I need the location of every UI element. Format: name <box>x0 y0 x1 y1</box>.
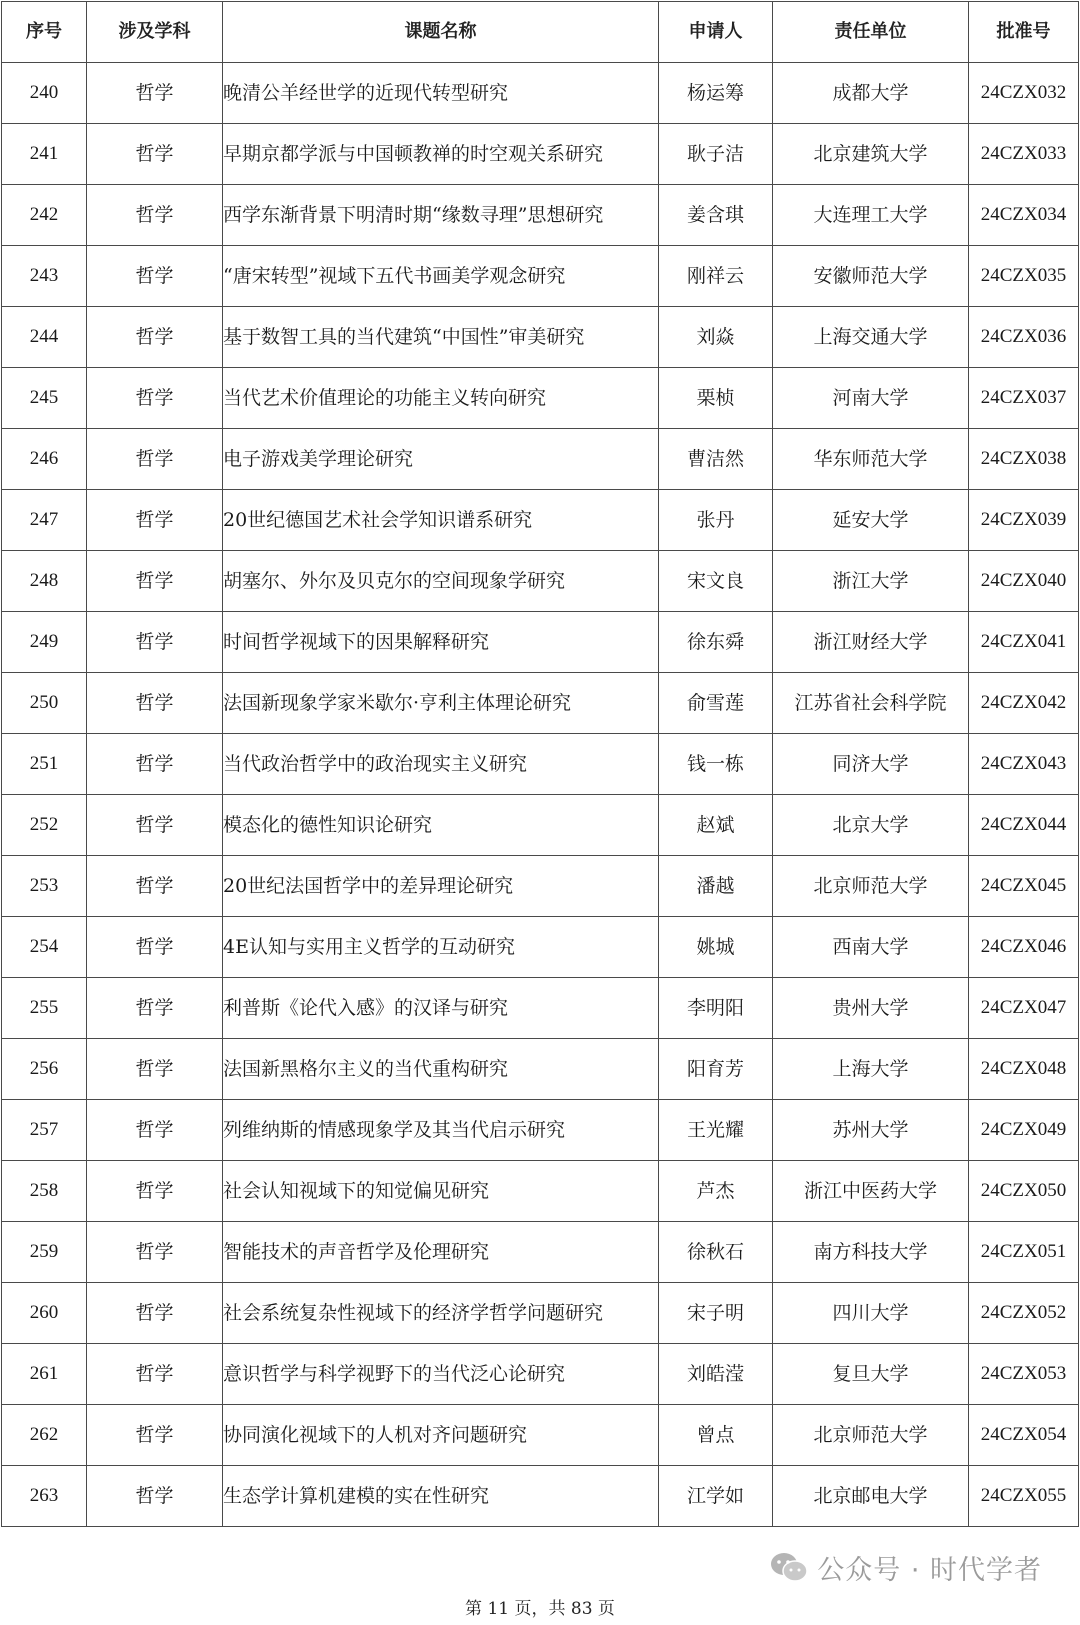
cell-code: 24CZX042 <box>969 673 1079 734</box>
table-row <box>2 795 1079 856</box>
cell-num: 263 <box>2 1466 87 1527</box>
cell-title: 20世纪法国哲学中的差异理论研究 <box>223 856 659 917</box>
cell-title: 法国新现象学家米歇尔·亨利主体理论研究 <box>223 673 659 734</box>
cell-subject: 哲学 <box>87 1039 223 1100</box>
cell-title: 早期京都学派与中国顿教禅的时空观关系研究 <box>223 124 659 185</box>
cell-subject: 哲学 <box>87 63 223 124</box>
cell-num: 260 <box>2 1283 87 1344</box>
cell-num: 247 <box>2 490 87 551</box>
cell-unit: 大连理工大学 <box>773 185 969 246</box>
cell-title: “唐宋转型”视域下五代书画美学观念研究 <box>223 246 659 307</box>
cell-num: 259 <box>2 1222 87 1283</box>
header-person: 申请人 <box>659 2 773 63</box>
cell-num: 254 <box>2 917 87 978</box>
cell-subject: 哲学 <box>87 1161 223 1222</box>
table-row <box>2 429 1079 490</box>
cell-title: 西学东渐背景下明清时期“缘数寻理”思想研究 <box>223 185 659 246</box>
table-header-row <box>2 2 1079 63</box>
cell-code: 24CZX033 <box>969 124 1079 185</box>
cell-num: 248 <box>2 551 87 612</box>
cell-person: 潘越 <box>659 856 773 917</box>
cell-subject: 哲学 <box>87 795 223 856</box>
table-row <box>2 63 1079 124</box>
cell-person: 栗桢 <box>659 368 773 429</box>
table-row <box>2 490 1079 551</box>
table-row <box>2 734 1079 795</box>
cell-title: 电子游戏美学理论研究 <box>223 429 659 490</box>
cell-title: 当代艺术价值理论的功能主义转向研究 <box>223 368 659 429</box>
cell-title: 智能技术的声音哲学及伦理研究 <box>223 1222 659 1283</box>
cell-code: 24CZX045 <box>969 856 1079 917</box>
cell-title: 模态化的德性知识论研究 <box>223 795 659 856</box>
cell-num: 251 <box>2 734 87 795</box>
header-num: 序号 <box>2 2 87 63</box>
cell-unit: 江苏省社会科学院 <box>773 673 969 734</box>
cell-title: 生态学计算机建模的实在性研究 <box>223 1466 659 1527</box>
table-row <box>2 368 1079 429</box>
cell-num: 262 <box>2 1405 87 1466</box>
watermark-text: 公众号 · 时代学者 <box>817 1555 1042 1586</box>
cell-title: 时间哲学视域下的因果解释研究 <box>223 612 659 673</box>
table-row <box>2 612 1079 673</box>
cell-subject: 哲学 <box>87 734 223 795</box>
cell-title: 胡塞尔、外尔及贝克尔的空间现象学研究 <box>223 551 659 612</box>
cell-subject: 哲学 <box>87 673 223 734</box>
cell-unit: 四川大学 <box>773 1283 969 1344</box>
cell-num: 256 <box>2 1039 87 1100</box>
cell-unit: 浙江大学 <box>773 551 969 612</box>
cell-subject: 哲学 <box>87 490 223 551</box>
cell-person: 刚祥云 <box>659 246 773 307</box>
cell-title: 4E认知与实用主义哲学的互动研究 <box>223 917 659 978</box>
cell-person: 宋子明 <box>659 1283 773 1344</box>
cell-code: 24CZX037 <box>969 368 1079 429</box>
cell-person: 徐秋石 <box>659 1222 773 1283</box>
cell-unit: 安徽师范大学 <box>773 246 969 307</box>
cell-unit: 上海交通大学 <box>773 307 969 368</box>
cell-code: 24CZX054 <box>969 1405 1079 1466</box>
header-title: 课题名称 <box>223 2 659 63</box>
cell-num: 245 <box>2 368 87 429</box>
cell-code: 24CZX038 <box>969 429 1079 490</box>
cell-subject: 哲学 <box>87 1344 223 1405</box>
wechat-icon <box>769 1551 809 1585</box>
cell-person: 刘焱 <box>659 307 773 368</box>
cell-subject: 哲学 <box>87 1100 223 1161</box>
cell-code: 24CZX047 <box>969 978 1079 1039</box>
cell-code: 24CZX034 <box>969 185 1079 246</box>
cell-person: 姜含琪 <box>659 185 773 246</box>
cell-title: 利普斯《论代入感》的汉译与研究 <box>223 978 659 1039</box>
cell-person: 刘皓滢 <box>659 1344 773 1405</box>
table-row <box>2 1405 1079 1466</box>
cell-num: 244 <box>2 307 87 368</box>
cell-title: 列维纳斯的情感现象学及其当代启示研究 <box>223 1100 659 1161</box>
table-row <box>2 1039 1079 1100</box>
cell-title: 意识哲学与科学视野下的当代泛心论研究 <box>223 1344 659 1405</box>
table-body <box>2 63 1079 1527</box>
table-row <box>2 856 1079 917</box>
cell-person: 曾点 <box>659 1405 773 1466</box>
cell-person: 芦杰 <box>659 1161 773 1222</box>
cell-person: 钱一栋 <box>659 734 773 795</box>
cell-unit: 贵州大学 <box>773 978 969 1039</box>
cell-num: 250 <box>2 673 87 734</box>
cell-code: 24CZX044 <box>969 795 1079 856</box>
cell-person: 耿子洁 <box>659 124 773 185</box>
cell-title: 法国新黑格尔主义的当代重构研究 <box>223 1039 659 1100</box>
cell-num: 246 <box>2 429 87 490</box>
cell-num: 249 <box>2 612 87 673</box>
cell-subject: 哲学 <box>87 1466 223 1527</box>
cell-num: 242 <box>2 185 87 246</box>
cell-unit: 北京建筑大学 <box>773 124 969 185</box>
cell-num: 255 <box>2 978 87 1039</box>
cell-subject: 哲学 <box>87 246 223 307</box>
cell-unit: 复旦大学 <box>773 1344 969 1405</box>
cell-code: 24CZX039 <box>969 490 1079 551</box>
cell-person: 徐东舜 <box>659 612 773 673</box>
cell-unit: 上海大学 <box>773 1039 969 1100</box>
cell-num: 258 <box>2 1161 87 1222</box>
cell-subject: 哲学 <box>87 307 223 368</box>
table-row <box>2 978 1079 1039</box>
table-row <box>2 1466 1079 1527</box>
cell-subject: 哲学 <box>87 1283 223 1344</box>
table-row <box>2 1161 1079 1222</box>
cell-person: 李明阳 <box>659 978 773 1039</box>
page-footer: 第 11 页，共 83 页 <box>465 1599 615 1619</box>
table-row <box>2 917 1079 978</box>
cell-code: 24CZX032 <box>969 63 1079 124</box>
cell-code: 24CZX035 <box>969 246 1079 307</box>
cell-code: 24CZX051 <box>969 1222 1079 1283</box>
table-row <box>2 551 1079 612</box>
cell-unit: 同济大学 <box>773 734 969 795</box>
cell-subject: 哲学 <box>87 551 223 612</box>
cell-subject: 哲学 <box>87 1405 223 1466</box>
cell-person: 张丹 <box>659 490 773 551</box>
table-row <box>2 124 1079 185</box>
cell-title: 晚清公羊经世学的近现代转型研究 <box>223 63 659 124</box>
cell-unit: 华东师范大学 <box>773 429 969 490</box>
cell-title: 当代政治哲学中的政治现实主义研究 <box>223 734 659 795</box>
cell-unit: 成都大学 <box>773 63 969 124</box>
project-table <box>1 1 1079 1527</box>
cell-num: 241 <box>2 124 87 185</box>
table-row <box>2 246 1079 307</box>
cell-num: 243 <box>2 246 87 307</box>
cell-unit: 北京邮电大学 <box>773 1466 969 1527</box>
cell-code: 24CZX055 <box>969 1466 1079 1527</box>
cell-subject: 哲学 <box>87 429 223 490</box>
table-row <box>2 1283 1079 1344</box>
cell-unit: 浙江中医药大学 <box>773 1161 969 1222</box>
cell-title: 社会系统复杂性视域下的经济学哲学问题研究 <box>223 1283 659 1344</box>
cell-person: 王光耀 <box>659 1100 773 1161</box>
cell-code: 24CZX043 <box>969 734 1079 795</box>
cell-code: 24CZX050 <box>969 1161 1079 1222</box>
cell-subject: 哲学 <box>87 612 223 673</box>
cell-code: 24CZX041 <box>969 612 1079 673</box>
cell-person: 江学如 <box>659 1466 773 1527</box>
cell-unit: 南方科技大学 <box>773 1222 969 1283</box>
cell-code: 24CZX052 <box>969 1283 1079 1344</box>
cell-num: 240 <box>2 63 87 124</box>
cell-person: 俞雪莲 <box>659 673 773 734</box>
table-row <box>2 1344 1079 1405</box>
cell-person: 阳育芳 <box>659 1039 773 1100</box>
cell-title: 协同演化视域下的人机对齐问题研究 <box>223 1405 659 1466</box>
cell-code: 24CZX046 <box>969 917 1079 978</box>
cell-unit: 延安大学 <box>773 490 969 551</box>
cell-unit: 西南大学 <box>773 917 969 978</box>
cell-num: 252 <box>2 795 87 856</box>
table-row <box>2 1100 1079 1161</box>
cell-person: 杨运筹 <box>659 63 773 124</box>
cell-person: 姚城 <box>659 917 773 978</box>
cell-code: 24CZX049 <box>969 1100 1079 1161</box>
cell-subject: 哲学 <box>87 1222 223 1283</box>
cell-unit: 北京师范大学 <box>773 856 969 917</box>
cell-unit: 苏州大学 <box>773 1100 969 1161</box>
cell-title: 社会认知视域下的知觉偏见研究 <box>223 1161 659 1222</box>
cell-unit: 浙江财经大学 <box>773 612 969 673</box>
cell-num: 253 <box>2 856 87 917</box>
table-row <box>2 185 1079 246</box>
cell-code: 24CZX040 <box>969 551 1079 612</box>
cell-subject: 哲学 <box>87 978 223 1039</box>
cell-unit: 北京师范大学 <box>773 1405 969 1466</box>
watermark <box>769 1548 1042 1587</box>
cell-num: 257 <box>2 1100 87 1161</box>
table-row <box>2 307 1079 368</box>
cell-subject: 哲学 <box>87 368 223 429</box>
cell-code: 24CZX053 <box>969 1344 1079 1405</box>
cell-code: 24CZX036 <box>969 307 1079 368</box>
table-row <box>2 1222 1079 1283</box>
cell-person: 曹洁然 <box>659 429 773 490</box>
header-unit: 责任单位 <box>773 2 969 63</box>
cell-title: 20世纪德国艺术社会学知识谱系研究 <box>223 490 659 551</box>
cell-unit: 河南大学 <box>773 368 969 429</box>
cell-person: 宋文良 <box>659 551 773 612</box>
cell-subject: 哲学 <box>87 185 223 246</box>
cell-subject: 哲学 <box>87 856 223 917</box>
header-subject: 涉及学科 <box>87 2 223 63</box>
cell-unit: 北京大学 <box>773 795 969 856</box>
cell-subject: 哲学 <box>87 124 223 185</box>
cell-title: 基于数智工具的当代建筑“中国性”审美研究 <box>223 307 659 368</box>
table-row <box>2 673 1079 734</box>
cell-person: 赵斌 <box>659 795 773 856</box>
cell-code: 24CZX048 <box>969 1039 1079 1100</box>
header-code: 批准号 <box>969 2 1079 63</box>
cell-num: 261 <box>2 1344 87 1405</box>
cell-subject: 哲学 <box>87 917 223 978</box>
